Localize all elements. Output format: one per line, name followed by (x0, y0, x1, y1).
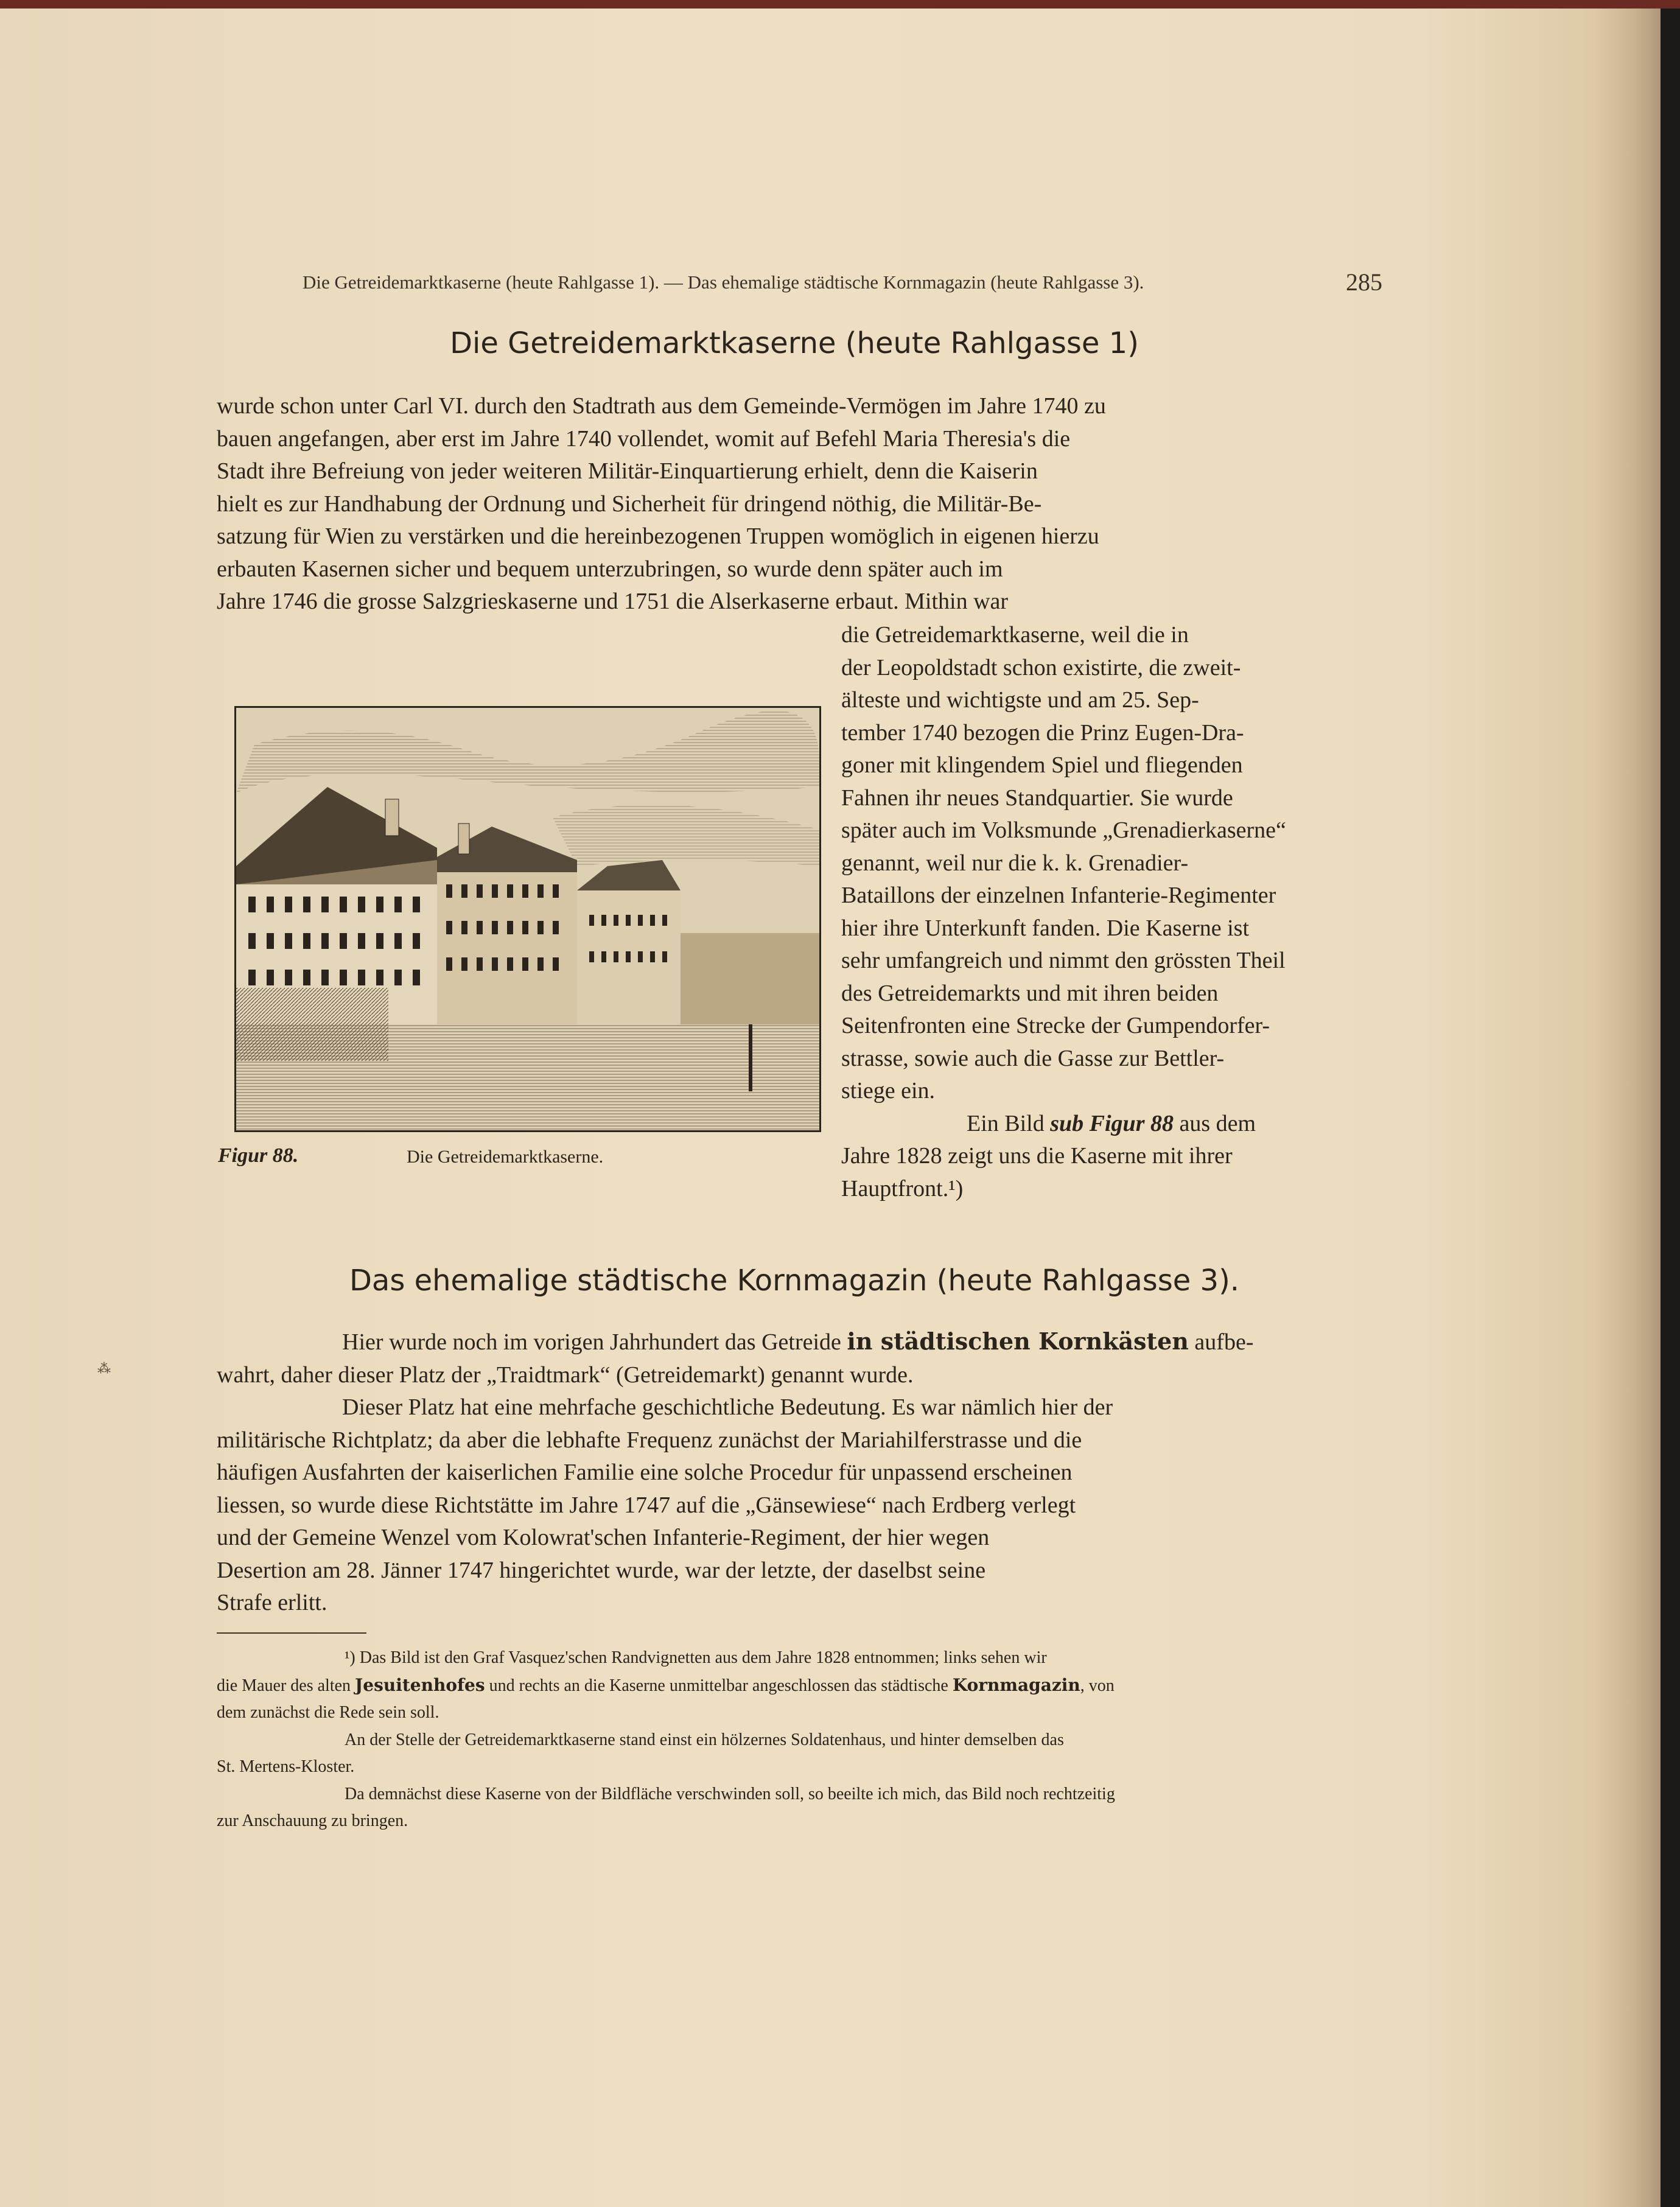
text-line: stiege ein. (841, 1078, 936, 1104)
text-line: Dieser Platz hat eine mehrfache geschichtliche Bedeutung. Es war nämlich hier der (342, 1394, 1113, 1420)
emphasis-blackletter: Kornmagazin (952, 1674, 1080, 1695)
section2-text (217, 1325, 1377, 1620)
footnote-line: zur Anschauung zu bringen. (217, 1811, 408, 1830)
text-line: tember 1740 bezogen die Prinz Eugen-Dra- (841, 719, 1244, 746)
text-line: strasse, sowie auch die Gasse zur Bettler- (841, 1045, 1225, 1071)
figure-reference-line (841, 1108, 1377, 1141)
section-title-kaserne: Die Getreidemarktkaserne (heute Rahlgasse 1) (450, 326, 1139, 360)
text-line: des Getreidemarkts und mit ihren beiden (841, 980, 1219, 1006)
text-line: Fahnen ihr neues Standquartier. Sie wurde (841, 785, 1233, 811)
footnote-line: An der Stelle der Getreidemarktkaserne stand einst ein hölzernes Soldatenhaus, und hinter demselben das (345, 1730, 1064, 1749)
text-line: Stadt ihre Befreiung von jeder weiteren Militär-Einquartierung erhielt, denn die Kaiserin (217, 458, 1038, 484)
text-line: Bataillons der einzelnen Infanterie-Regimenter (841, 883, 1276, 908)
text-line: Jahre 1828 zeigt uns die Kaserne mit ihrer (841, 1143, 1233, 1169)
text-line: genannt, weil nur die k. k. Grenadier- (841, 850, 1189, 876)
text-line: hielt es zur Handhabung der Ordnung und Sicherheit für dringend nöthig, die Militär-Be- (217, 491, 1042, 517)
text-run: Hier wurde noch im vorigen Jahrhundert das Getreide (342, 1329, 847, 1355)
ink-smudge: ⁂ (97, 1361, 111, 1376)
running-title: Die Getreidemarktkaserne (heute Rahlgasse 1). — Das ehemalige städtische Kornmagazin (heute Rahlgasse 3). (303, 271, 1144, 293)
text-line: wahrt, daher dieser Platz der „Traidtmark“ (Getreidemarkt) genannt wurde. (217, 1362, 914, 1388)
book-page (0, 9, 1661, 2207)
text-line: Strafe erlitt. (217, 1590, 327, 1615)
engraving-getreidemarktkaserne (234, 706, 821, 1132)
footnotes (217, 1645, 1377, 1835)
footnote-line: St. Mertens-Kloster. (217, 1757, 355, 1776)
text-line: die Getreidemarktkaserne, weil die in (841, 622, 1189, 648)
text-line: bauen angefangen, aber erst im Jahre 1740 vollendet, womit auf Befehl Maria Theresia's die (217, 425, 1071, 452)
engraving-illustration (236, 708, 819, 1130)
text-line: sehr umfangreich und nimmt den grössten Theil (841, 948, 1286, 973)
text-line: Seitenfronten eine Strecke der Gumpendorfer- (841, 1013, 1270, 1038)
text-line: Desertion am 28. Jänner 1747 hingerichtet wurde, war der letzte, der daselbst seine (217, 1557, 986, 1583)
text-line: goner mit klingendem Spiel und fliegenden (841, 752, 1243, 778)
text-line: hier ihre Unterkunft fanden. Die Kaserne ist (841, 915, 1250, 941)
text-line: liessen, so wurde diese Richtstätte im Jahre 1747 auf die „Gänsewiese“ nach Erdberg verlegt (217, 1492, 1076, 1518)
text-run: , von (1080, 1676, 1115, 1695)
figure-caption (218, 1144, 821, 1167)
text-line: später auch im Volksmunde „Grenadierkaserne“ (841, 817, 1286, 843)
text-line: satzung für Wien zu verstärken und die hereinbezogenen Truppen womöglich in eigenen hierzu (217, 523, 1099, 549)
text-run: Ein Bild (967, 1110, 1051, 1136)
text-line: militärische Richtplatz; da aber die lebhafte Frequenz zunächst der Mariahilferstrasse und die (217, 1427, 1082, 1453)
text-line: älteste und wichtigste und am 25. Sep- (841, 687, 1199, 713)
footnote-line: Da demnächst diese Kaserne von der Bildfläche verschwinden soll, so beeilte ich mich, das Bild noch rechtzeitig (345, 1784, 1115, 1803)
section1-column-text (841, 619, 1377, 1205)
figure-reference: sub Figur 88 (1050, 1110, 1174, 1136)
text-line: wurde schon unter Carl VI. durch den Stadtrath aus dem Gemeinde-Vermögen im Jahre 1740 zu (217, 393, 1106, 419)
text-run: und rechts an die Kaserne unmittelbar angeschlossen das städtische (485, 1676, 953, 1695)
section-title-kornmagazin: Das ehemalige städtische Kornmagazin (heute Rahlgasse 3). (349, 1264, 1240, 1298)
text-line: und der Gemeine Wenzel vom Kolowrat'schen Infanterie-Regiment, der hier wegen (217, 1525, 990, 1550)
text-run: aus dem (1173, 1110, 1256, 1136)
footnote-rule (217, 1632, 366, 1634)
text-line: Jahre 1746 die grosse Salzgrieskaserne und 1751 die Alserkaserne erbaut. Mithin war (217, 589, 1009, 614)
footnote-line: dem zunächst die Rede sein soll. (217, 1703, 439, 1722)
text-line: häufigen Ausfahrten der kaiserlichen Familie eine solche Procedur für unpassend erscheinen (217, 1460, 1073, 1485)
text-run: die Mauer des alten (217, 1676, 355, 1695)
text-run: aufbe- (1188, 1329, 1254, 1355)
footnote-line (217, 1672, 1377, 1700)
figure-label: Figur 88. (218, 1144, 299, 1167)
footnote-line: ¹) Das Bild ist den Graf Vasquez'schen Randvignetten aus dem Jahre 1828 entnommen; links sehen wir (345, 1648, 1047, 1667)
section1-fullwidth-text (217, 390, 1377, 618)
emphasis-blackletter: Jesuitenhofes (355, 1674, 485, 1695)
figure-caption-text: Die Getreidemarktkaserne. (407, 1147, 604, 1167)
page-spine-shadow (1595, 9, 1661, 2207)
text-line: Hauptfront.¹) (841, 1175, 964, 1201)
running-header (303, 268, 1382, 296)
emphasis-blackletter: in städtischen Kornkästen (847, 1327, 1189, 1355)
book-edge-band (0, 0, 1680, 9)
text-line (217, 1325, 1377, 1359)
text-line: der Leopoldstadt schon existirte, die zweit- (841, 654, 1241, 680)
page-number: 285 (1346, 268, 1382, 296)
text-line: erbauten Kasernen sicher und bequem unterzubringen, so wurde denn später auch im (217, 556, 1003, 582)
